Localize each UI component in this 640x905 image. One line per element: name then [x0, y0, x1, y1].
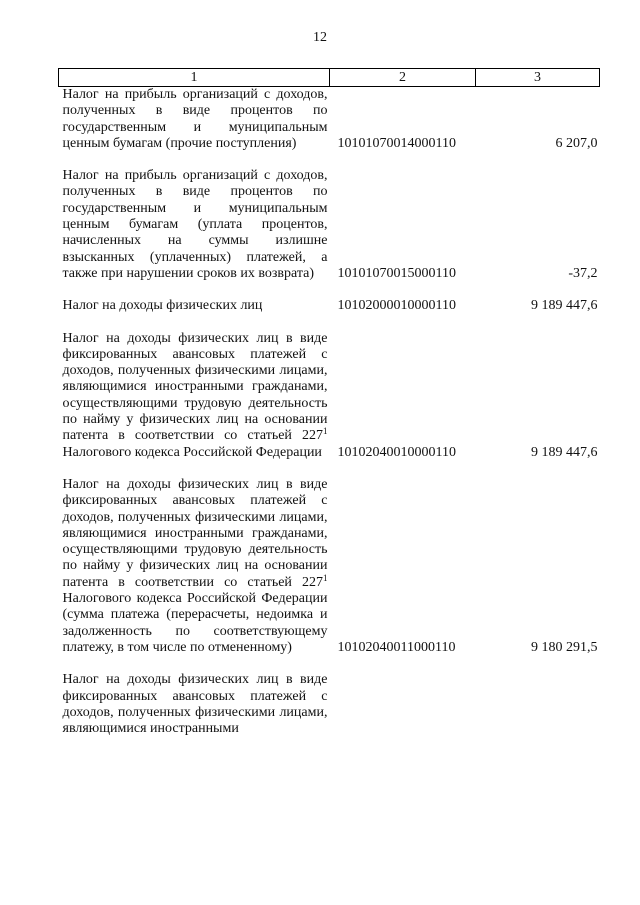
row-amount: 9 189 447,6: [531, 444, 598, 460]
row-description: Налог на прибыль организаций с доходов, полученных в виде процентов по государственным и муниципальным ценным бумагам (прочие поступления): [62, 87, 328, 151]
row-description-text: Налогового кодекса Российской Федерации: [62, 444, 322, 460]
table-row: [59, 168, 600, 282]
row-description-text: Налог на доходы физических лиц в виде фиксированных авансовых платежей с доходов, полученных физическими лицами, являющимися иностранными гражданами, осуществляющими трудовую деятельность по найму у физических лиц на основании патента в соответствии со статьей 227: [62, 330, 328, 444]
revenue-table: [58, 68, 600, 737]
row-description: [59, 331, 330, 461]
row-code: 10101070015000110: [337, 265, 456, 281]
table-row: [59, 87, 600, 153]
table-row: [59, 477, 600, 656]
row-description-text: Налогового кодекса Российской Федерации (сумма платежа (перерасчеты, недоимка и задолженность по соответствующему платежу, в том числе по отмененному): [62, 591, 328, 655]
table-row: [59, 298, 600, 314]
row-description: Налог на доходы физических лиц: [62, 298, 263, 314]
row-description: Налог на прибыль организаций с доходов, полученных в виде процентов по государственным и муниципальным ценным бумагам (уплата процентов, начисленных на суммы излишне взысканных (уплаченных) платежей, а также при нарушении сроков их возврата): [62, 168, 328, 281]
table-row: [59, 672, 600, 737]
row-code: 10101070014000110: [337, 135, 456, 151]
column-header-3: 3: [476, 69, 600, 87]
column-header-2: 2: [330, 69, 476, 87]
row-amount: 6 207,0: [555, 135, 598, 151]
table-header-row: [59, 69, 600, 87]
page-number: 12: [313, 30, 327, 45]
row-code: 10102040010000110: [337, 444, 456, 460]
row-description-text: Налог на доходы физических лиц в виде фиксированных авансовых платежей с доходов, полученных физическими лицами, являющимися иностранными гражданами, осуществляющими трудовую деятельность по найму у физических лиц на основании патента в соответствии со статьей 227: [62, 476, 328, 590]
row-code: 10102000010000110: [337, 298, 456, 314]
row-code: 10102040011000110: [337, 639, 456, 655]
row-description: Налог на доходы физических лиц в виде фиксированных авансовых платежей с доходов, полученных физическими лицами, являющимися иностранными: [62, 672, 328, 737]
column-header-1: 1: [59, 69, 330, 87]
table-row: [59, 331, 600, 461]
row-amount: -37,2: [568, 265, 598, 281]
superscript: 1: [323, 572, 328, 583]
row-code: [330, 672, 476, 737]
superscript: 1: [323, 426, 328, 437]
row-description: [59, 477, 330, 656]
row-amount: [476, 672, 600, 737]
row-amount: 9 180 291,5: [531, 639, 598, 655]
row-amount: 9 189 447,6: [531, 298, 598, 314]
